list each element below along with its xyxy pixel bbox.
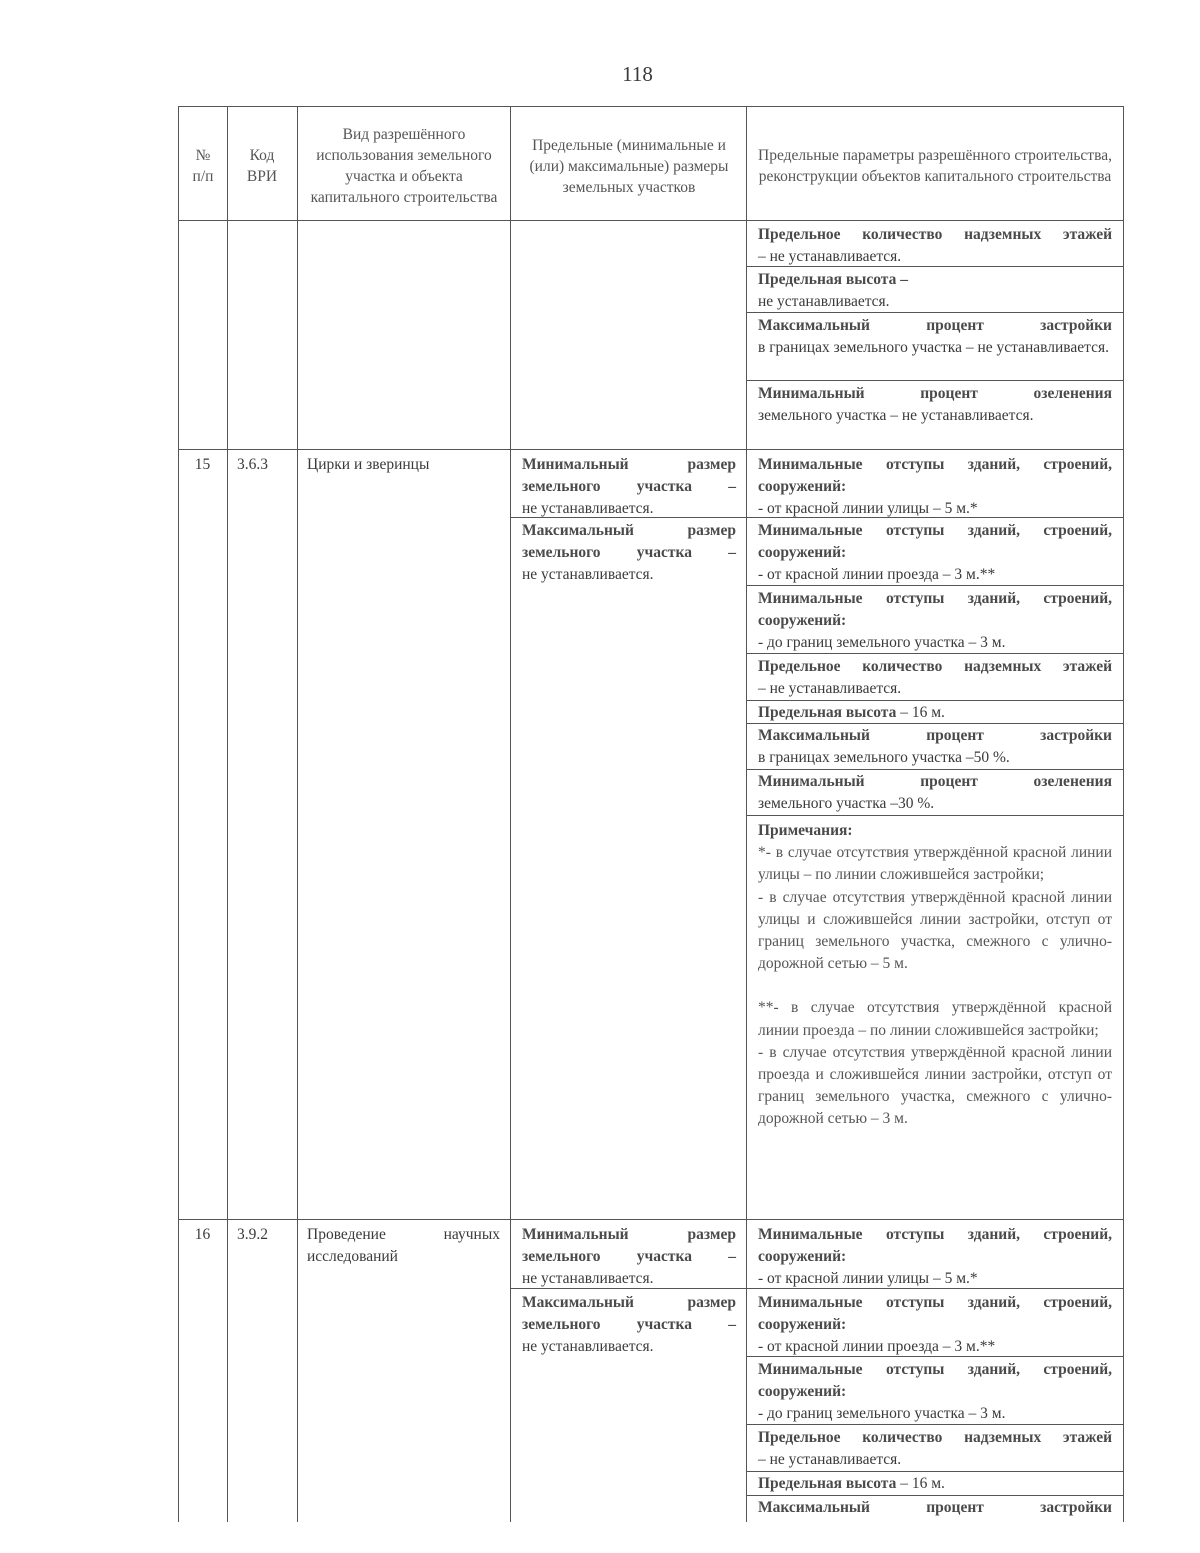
row15-otst-road (758, 520, 1112, 586)
notes-title: Примечания: (758, 822, 853, 839)
row16-floors-rest: – не устанавливается. (758, 1451, 902, 1468)
row16-code: 3.9.2 (237, 1226, 268, 1243)
row15-max-size (522, 520, 736, 586)
note-4: - в случае отсутствия утверждённой красной линии проезда и сложившейся линии застройки, отступ от границ земельного участка, смежного с улично-дорожной сетью – 3 м. (758, 1043, 1112, 1128)
sepb (510, 517, 746, 518)
header-params: Предельные параметры разрешённого строительства, реконструкции объектов капитального строительства (758, 147, 1112, 185)
row15-notes (758, 820, 1112, 1131)
row-line-16 (178, 1219, 1124, 1220)
row16-floors (758, 1427, 1112, 1471)
header-sizes: Предельные (минимальные и (или) максимальные) размеры земельных участков (529, 136, 729, 196)
row16-otst-street-text: - от красной линии улицы – 5 м.* (758, 1270, 978, 1287)
row15-min-bold: Минимальный размер земельного участка – (522, 456, 736, 495)
row15-height-bold: Предельная высота (758, 704, 897, 721)
row15-height-rest: – 16 м. (896, 704, 945, 721)
row16-max-rest: не устанавливается. (522, 1338, 654, 1355)
sep (746, 585, 1124, 586)
row15-name: Цирки и зверинцы (307, 456, 430, 473)
row15-otst-border-text: - до границ земельного участка – 3 м. (758, 634, 1006, 651)
row16-otst-bold: Минимальные отступы зданий, строений, сооружений: (758, 1226, 1112, 1265)
top-height (758, 269, 1112, 313)
note-2: - в случае отсутствия утверждённой красной линии улицы и сложившейся линии застройки, отступ от границ земельного участка, смежного с улично-дорожной сетью – 5 м. (758, 888, 1112, 973)
top-height-rest: не устанавливается. (758, 293, 890, 310)
col-line-1 (227, 106, 228, 1522)
row15-max-rest: не устанавливается. (522, 566, 654, 583)
sep (746, 380, 1124, 381)
row15-build-bold: Максимальный процент застройки (758, 727, 1112, 744)
row16-max-size (522, 1292, 736, 1358)
row16-min-rest: не устанавливается. (522, 1270, 654, 1287)
row15-floors-bold: Предельное количество надземных этажей (758, 658, 1112, 675)
row15-build (758, 725, 1112, 769)
sep (746, 517, 1124, 518)
row15-max-bold: Максимальный размер земельного участка – (522, 522, 736, 561)
top-floors-rest: – не устанавливается. (758, 248, 902, 265)
row15-min-rest: не устанавливается. (522, 500, 654, 517)
row-line-header (178, 220, 1124, 221)
col-line-2 (297, 106, 298, 1522)
row16-otst-bold-2: Минимальные отступы зданий, строений, сооружений: (758, 1294, 1112, 1333)
row15-otst-border (758, 588, 1112, 654)
row-line-15 (178, 449, 1124, 450)
sep (746, 1424, 1124, 1425)
row16-height-rest: – 16 м. (896, 1475, 945, 1492)
top-build-rest: в границах земельного участка – не устанавливается. (758, 339, 1110, 356)
row16-otst-bold-3: Минимальные отступы зданий, строений, сооружений: (758, 1361, 1112, 1400)
col-line-5 (1123, 106, 1124, 1522)
col-line-4 (746, 106, 747, 1522)
row15-otst-bold-3: Минимальные отступы зданий, строений, сооружений: (758, 590, 1112, 629)
row15-otst-street (758, 454, 1112, 520)
col-line-3 (510, 106, 511, 1522)
header-code: Код ВРИ (246, 147, 278, 185)
row16-otst-border (758, 1359, 1112, 1425)
row16-max-bold: Максимальный размер земельного участка – (522, 1294, 736, 1333)
row16-min-bold: Минимальный размер земельного участка – (522, 1226, 736, 1265)
sep (746, 266, 1124, 267)
row16-num: 16 (194, 1226, 211, 1243)
header-vri: Вид разрешённого использования земельного участка и объекта капитального строительства (310, 126, 498, 206)
sep (746, 723, 1124, 724)
row15-num: 15 (194, 456, 211, 473)
row15-floors-rest: – не устанавливается. (758, 680, 902, 697)
sep (746, 312, 1124, 313)
note-1: *- в случае отсутствия утверждённой красной линии улицы – по линии сложившейся застройки; (758, 844, 1112, 884)
top-green-bold: Минимальный процент озеленения (758, 385, 1112, 402)
row16-floors-bold: Предельное количество надземных этажей (758, 1429, 1112, 1446)
page-number: 118 (622, 62, 653, 86)
top-floors (758, 224, 1112, 268)
row15-green-bold: Минимальный процент озеленения (758, 773, 1112, 790)
sep (746, 1471, 1124, 1472)
top-build-bold: Максимальный процент застройки (758, 317, 1112, 334)
row15-min-size (522, 454, 736, 520)
top-green-rest: земельного участка – не устанавливается. (758, 407, 1034, 424)
row16-build-bold: Максимальный процент застройки (758, 1499, 1112, 1516)
top-height-bold: Предельная высота – (758, 271, 908, 288)
note-3: **- в случае отсутствия утверждённой красной линии проезда – по линии сложившейся застройки; (758, 999, 1112, 1039)
col-line-0 (178, 106, 179, 1522)
sep (746, 815, 1124, 816)
row-line-top (178, 106, 1124, 107)
row16-build (758, 1497, 1112, 1521)
row15-otst-bold: Минимальные отступы зданий, строений, сооружений: (758, 456, 1112, 495)
row15-green (758, 771, 1112, 815)
row15-floors (758, 656, 1112, 700)
row15-green-rest: земельного участка –30 %. (758, 795, 935, 812)
top-green (758, 383, 1112, 427)
row15-otst-street-text: - от красной линии улицы – 5 м.* (758, 500, 978, 517)
row16-otst-road (758, 1292, 1112, 1358)
sep (746, 1356, 1124, 1357)
row15-otst-road-text: - от красной линии проезда – 3 м.** (758, 566, 996, 583)
sep (746, 769, 1124, 770)
row16-otst-street (758, 1224, 1112, 1290)
row15-otst-bold-2: Минимальные отступы зданий, строений, сооружений: (758, 522, 1112, 561)
sep (746, 653, 1124, 654)
row16-height (758, 1473, 1112, 1495)
row15-height (758, 702, 1112, 724)
row16-otst-border-text: - до границ земельного участка – 3 м. (758, 1405, 1006, 1422)
sep (746, 700, 1124, 701)
sep (746, 1288, 1124, 1289)
top-build (758, 315, 1112, 359)
top-floors-bold: Предельное количество надземных этажей (758, 226, 1112, 243)
row15-build-rest: в границах земельного участка –50 %. (758, 749, 1010, 766)
sep (746, 1495, 1124, 1496)
row16-name: Проведение научных исследований (307, 1226, 500, 1265)
row16-min-size (522, 1224, 736, 1290)
header-num: № п/п (192, 147, 214, 185)
sepb (510, 1288, 746, 1289)
row15-code: 3.6.3 (237, 456, 268, 473)
row16-height-bold: Предельная высота (758, 1475, 897, 1492)
row16-otst-road-text: - от красной линии проезда – 3 м.** (758, 1338, 996, 1355)
